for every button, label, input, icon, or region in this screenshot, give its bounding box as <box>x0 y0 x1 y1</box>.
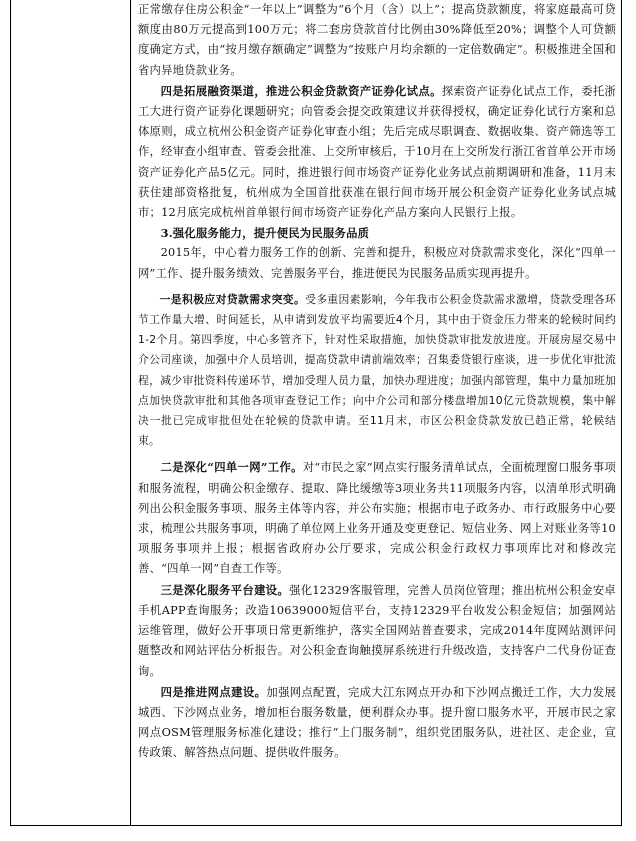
paragraph-0-text: 正常缴存住房公积金“一年以上”调整为“6个月（含）以上”；提高贷款额度，将家庭最高可贷额度由80万元提高到100万元；将二套房贷款首付比例由30%降低至20%；调整个人可贷额度确定方式，由“按月缴存额确定”调整为“按账户月均余额的一定倍数确定”。积极推进全国和省内异地贷款业务。 <box>138 3 616 77</box>
paragraph-1-text: 探索资产证券化试点工作，委托浙工大进行资产证券化课题研究；向管委会提交政策建议并获得授权，确定证券化试行方案和总体原则，成立杭州公积金资产证券化审查小组；先后完成尽职调查、数据收集、资产筛选等工作，经审查小组审查、管委会批准、上交所审核后，于10月在上交所发行浙江省首单公开市场资产证券化产品5亿元。同时，推进银行间市场资产证券化业务试点前期调研和准备，11月末获住建部资格批复，杭州成为全国首批获准在银行间市场开展公积金资产证券化业务试点城市；12月底完成杭州首单银行间市场资产证券化产品方案向人民银行上报。 <box>138 84 616 220</box>
content-cell <box>138 0 616 764</box>
paragraph-7-lead: 四是推进网点建设。 <box>160 684 267 699</box>
paragraph-7-text: 加强网点配置，完成大江东网点开办和下沙网点搬迁工作，大力发展城西、下沙网点业务，增加柜台服务数量，便利群众办事。提升窗口服务水平，开展市民之家网点OSM管理服务标准化建设；推行“上门服务制”，组织党团服务队，进社区、走企业，宣传政策、解答热点问题、提供收件服务。 <box>138 685 616 760</box>
paragraph-7 <box>138 682 616 764</box>
paragraph-1-lead: 四是拓展融资渠道，推进公积金贷款资产证券化试点。 <box>160 83 442 98</box>
paragraph-3 <box>138 243 616 283</box>
label-column <box>11 0 131 825</box>
paragraph-6 <box>138 580 616 682</box>
paragraph-4-lead: 一是积极应对贷款需求突变。 <box>159 292 306 306</box>
paragraph-6-text: 强化12329客服管理，完善人员岗位管理；推出杭州公积金安卓手机APP查询服务；改造10639000短信平台，支持12329平台收发公积金短信；加强网站运维管理，做好公开事项日常更新维护，落实全国网站普查要求，完成2014年度网站测评问题整改和网站评估分析报告。对公积金查询触摸屏系统进行升级改造，支持客户二代身份证查询。 <box>138 583 616 678</box>
paragraph-6-lead: 三是深化服务平台建设。 <box>160 582 290 597</box>
table-frame <box>10 0 622 826</box>
section-heading <box>138 223 616 243</box>
paragraph-4-text: 受多重因素影响，今年我市公积金贷款需求激增，贷款受理各环节工作量大增、时间延长，从申请到发放平均需要近4个月，其中由于资金压力带来的轮候时间约1-2个月。第四季度，中心多管齐下，针对性采取措施，加快贷款审批发放进度。开展房屋交易中介公司座谈，加强中介人员培训，提高贷款申请前端效率；召集委贷银行座谈，进一步优化审批流程，减少审批资料传递环节，增加受理人员力量，加快办理进度；加强内部管理，集中力量加班加点加快贷款审批和其他各项审查登记工作；向中介公司和部分楼盘增加10亿元贷款规模，集中解决一批已完成审批但处在轮候的贷款申请。至11月末，市区公积金贷款发放已趋正常，轮候结束。 <box>138 292 616 448</box>
paragraph-0 <box>138 0 616 81</box>
paragraph-4 <box>138 290 616 452</box>
section-heading-text: 3.强化服务能力，提升便民为民服务品质 <box>160 226 370 241</box>
paragraph-5-lead: 二是深化“四单一网”工作。 <box>160 460 303 475</box>
paragraph-1 <box>138 81 616 223</box>
paragraph-5 <box>138 457 616 579</box>
paragraph-3-text: 2015年，中心着力服务工作的创新、完善和提升，积极应对贷款需求变化，深化“四单一网”工作、提升服务绩效、完善服务平台，推进便民为民服务品质实现再提升。 <box>138 246 616 280</box>
paragraph-5-text: 对“市民之家”网点实行服务清单试点，全面梳理窗口服务事项和服务流程，明确公积金缴存、提取、降比缓缴等3项业务共11项服务内容，以清单形式明确列出公积金服务事项、服务主体等内容，并公布实施；根据市电子政务办、市行政服务中心要求，梳理公共服务事项，明确了单位网上业务开通及变更登记、短信业务、网上对账业务等10项服务事项并上报；根据省政府办公厅要求，完成公积金行政权力事项库比对和修改完善、“四单一网”自查工作等。 <box>138 461 617 576</box>
